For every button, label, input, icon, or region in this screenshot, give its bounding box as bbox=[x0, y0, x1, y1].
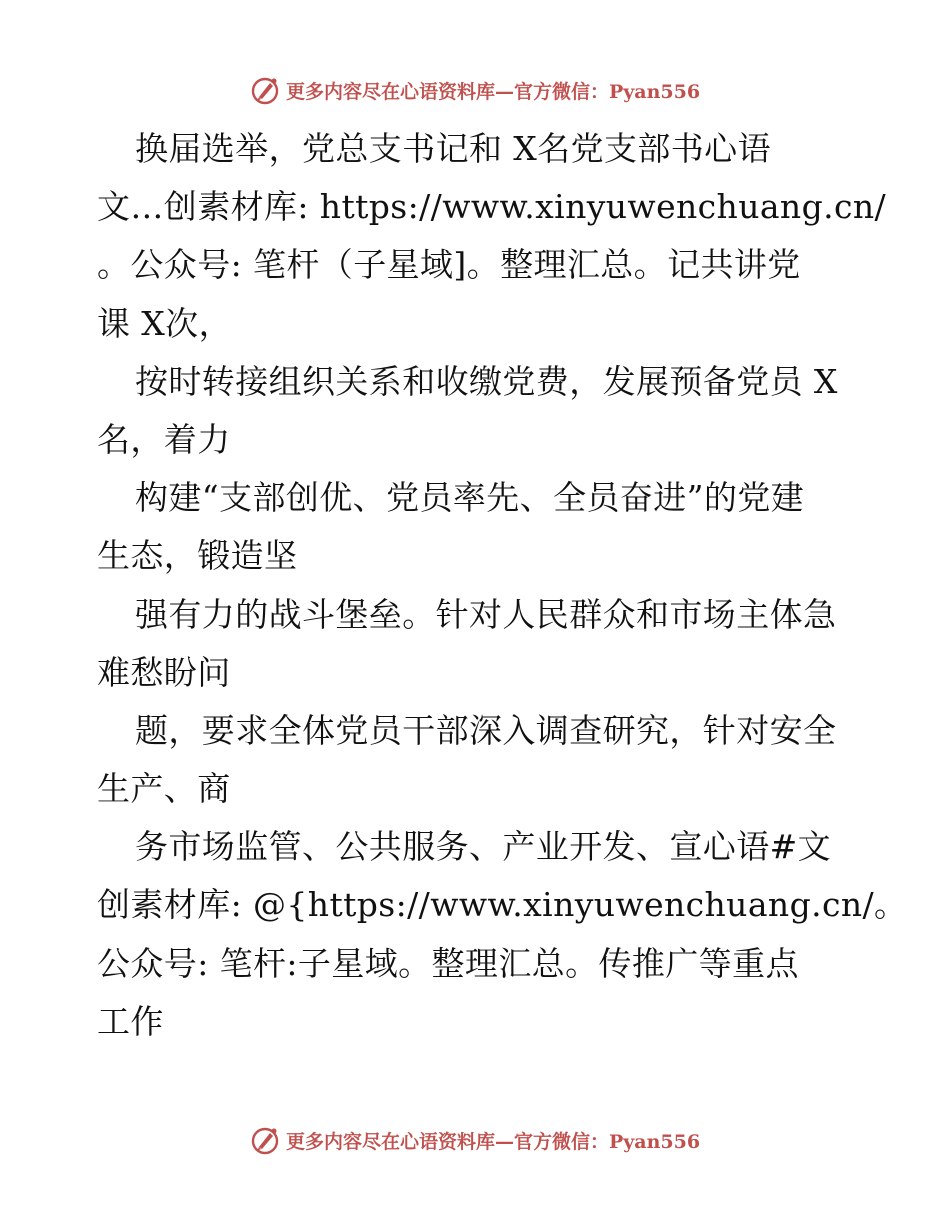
body-line: 换届选举，党总支书记和 X名党支部书心语 bbox=[135, 129, 771, 168]
body-line: 创素材库: @{https://www.xinyuwenchuang.cn/。 bbox=[97, 885, 908, 925]
header-brand-text: 更多内容尽在心语资料库—官方微信：Pyan556 bbox=[285, 80, 701, 103]
body-line: 强有力的战斗堡垒。针对人民群众和市场主体急 bbox=[135, 594, 837, 634]
body-line: 名，着力 bbox=[97, 419, 231, 459]
footer-brand-text: 更多内容尽在心语资料库—官方微信：Pyan556 bbox=[285, 1130, 701, 1153]
body-line: 课 X次， bbox=[97, 303, 232, 343]
body-line: 构建“支部创优、党员率先、全员奋进”的党建 bbox=[135, 478, 805, 518]
document-body bbox=[97, 120, 908, 1051]
body-line: 。公众号: 笔杆（子星域]。整理汇总。记共讲党 bbox=[97, 245, 801, 285]
body-line: 题，要求全体党员干部深入调查研究，针对安全 bbox=[135, 710, 837, 750]
header-banner bbox=[0, 70, 950, 110]
body-line: 工作 bbox=[97, 1001, 164, 1041]
body-line: 务市场监管、公共服务、产业开发、宣心语#文 bbox=[135, 827, 832, 867]
body-line: 按时转接组织关系和收缴党费，发展预备党员 X bbox=[135, 361, 838, 401]
body-line: 公众号: 笔杆:子星域。整理汇总。传推广等重点 bbox=[97, 943, 799, 983]
body-line: 生态，锻造坚 bbox=[97, 536, 298, 576]
footer-banner bbox=[0, 1120, 950, 1160]
body-line: 生产、商 bbox=[97, 769, 231, 809]
body-line: 文…创素材库: https://www.xinyuwenchuang.cn/ bbox=[97, 187, 887, 227]
body-line: 难愁盼问 bbox=[97, 652, 231, 692]
quill-pen-icon bbox=[250, 75, 280, 105]
quill-pen-icon bbox=[250, 1125, 280, 1155]
